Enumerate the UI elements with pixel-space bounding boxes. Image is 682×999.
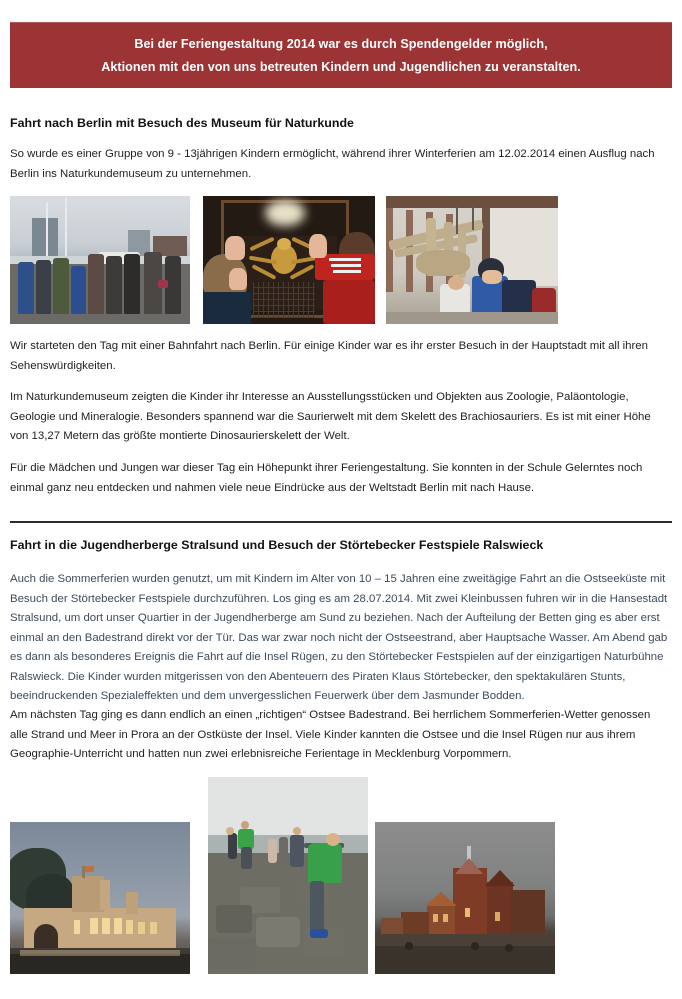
section-title-stralsund: Fahrt in die Jugendherberge Stralsund und Besuch der Störtebecker Festspiele Ralswieck: [10, 538, 544, 552]
banner-line-1: Bei der Feriengestaltung 2014 war es durch Spendengelder möglich,: [134, 37, 548, 51]
section-intro-berlin: So wurde es einer Gruppe von 9 - 13jährigen Kindern ermöglicht, während ihrer Winterferien am 12.02.2014 einen Ausflug nach Berlin ins Naturkundemuseum zu unternehmen.: [10, 148, 655, 180]
photo-spider-display-case: [203, 196, 375, 324]
berlin-paragraph-1: Wir starteten den Tag mit einer Bahnfahrt nach Berlin. Für einige Kinder war es ihr erster Besuch in der Hauptstadt mit all ihren Sehenswürdigkeiten.: [10, 340, 648, 372]
photo-row-berlin: [10, 196, 558, 324]
photo-dinosaur-skeleton-hall: [386, 196, 558, 324]
berlin-paragraph-3: Für die Mädchen und Jungen war dieser Tag ein Höhepunkt ihrer Feriengestaltung. Sie konnten in der Schule Gelerntes noch einmal ganz neu entdecken und nahmen viele neue Eindrücke aus der Weltstadt Berlin mit nach Hause.: [10, 462, 643, 494]
section-divider: [10, 521, 672, 523]
stralsund-paragraph-2: Am nächsten Tag ging es dann endlich an einen „richtigen“ Ostsee Badestrand. Bei herrlichem Sommerferien-Wetter genossen alle Strand und Meer in Prora an der Ostküste der Insel. Viele Kinder kannten die Ostsee und die Insel Rügen nur aus ihrem Geographie-Unterricht und hatten nun zwei erlebnisreiche Ferientage in Mecklenburg Vorpommern.: [10, 709, 651, 760]
stralsund-paragraph-1: Auch die Sommerferien wurden genutzt, um mit Kindern im Alter von 10 – 15 Jahren eine zweitägige Fahrt an die Ostseeküste mit Besuch der Störtebecker Festspiele durchzuführen. Los ging es am 28.07.2014. Mit zwei Kleinbussen fuhren wir in die Hansestadt Stralsund, um dort unser Quartier in der Jugendherberge am Sund zu beziehen. Nach der Aufteilung der Betten ging es aber erst einmal an den Badestrand direkt vor der Tür. Das war zwar noch nicht der Ostseestrand, aber Hauptsache Wasser. Am Abend gab es dann als besonderes Ereignis die Fahrt auf die Insel Rügen, zu den Störtebecker Festspielen auf der einzigartigen Naturbühne Ralswieck. Die Kinder wurden mitgerissen von den Abenteuern des Piraten Klaus Störtebecker, den spektakulären Stunts, beeindruckenden Spezialeffekten und dem unvergesslichen Feuerwerk über dem Jasmunder Bodden.: [10, 573, 668, 702]
section-title-berlin: Fahrt nach Berlin mit Besuch des Museum für Naturkunde: [10, 116, 354, 130]
photo-kids-group-outdoors: [10, 196, 190, 324]
headline-banner: [10, 22, 672, 88]
photo-castle-stage-dusk: [10, 822, 190, 974]
berlin-paragraph-2: Im Naturkundemuseum zeigten die Kinder ihr Interesse an Ausstellungsstücken und Objekten aus Zoologie, Paläontologie, Geologie und Mineralogie. Besonders spannend war die Saurierwelt mit dem Skelett des Brachiosauriers. Es ist mit einer Höhe von 13,27 Metern das größte montierte Dinosaurierskelett der Welt.: [10, 391, 651, 442]
banner-line-2: Aktionen mit den von uns betreuten Kindern und Jugendlichen zu veranstalten.: [101, 60, 581, 74]
photo-stralsund-harbour-buildings: [375, 822, 555, 974]
photo-row-stralsund: [10, 822, 555, 974]
